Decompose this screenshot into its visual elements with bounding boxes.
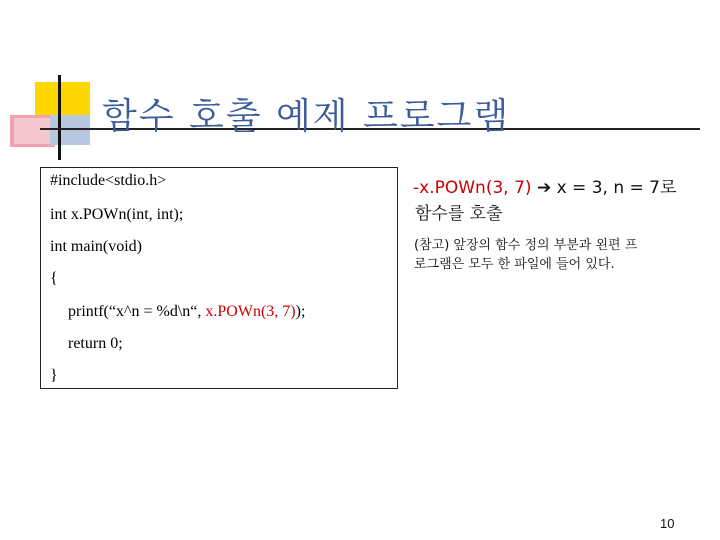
code-line-include: #include<stdio.h> — [50, 172, 167, 189]
note-reference-line1: (참고) 앞장의 함수 정의 부분과 왼편 프 — [414, 238, 638, 253]
printf-prefix: printf(“x^n = %d\n“, — [68, 303, 206, 320]
code-line-open-brace: { — [50, 270, 58, 287]
note-call-desc: 함수를 호출 — [415, 204, 503, 224]
code-line-printf — [68, 303, 305, 321]
arrow-right-icon: ➔ — [536, 178, 552, 198]
note-call-line — [413, 173, 676, 198]
code-line-close-brace: } — [50, 367, 58, 384]
code-line-main: int main(void) — [50, 238, 142, 255]
title-decoration-vertical-line — [58, 75, 61, 160]
title-decoration-red-inner — [14, 118, 51, 144]
code-line-return: return 0; — [68, 335, 123, 352]
printf-suffix: ); — [295, 303, 306, 320]
printf-call-highlight: x.POWn(3, 7) — [205, 303, 296, 320]
page-number: 10 — [660, 516, 675, 531]
code-box — [40, 167, 398, 389]
slide-title: 함수 호출 예제 프로그램 — [102, 96, 511, 137]
title-decoration-blue-square — [50, 115, 90, 145]
note-reference-line2: 로그램은 모두 한 파일에 들어 있다. — [414, 257, 615, 272]
code-line-prototype: int x.POWn(int, int); — [50, 206, 184, 223]
note-call-expr: -x.POWn(3, 7) — [413, 178, 532, 198]
note-call-args: x = 3, n = 7로 — [556, 178, 677, 198]
